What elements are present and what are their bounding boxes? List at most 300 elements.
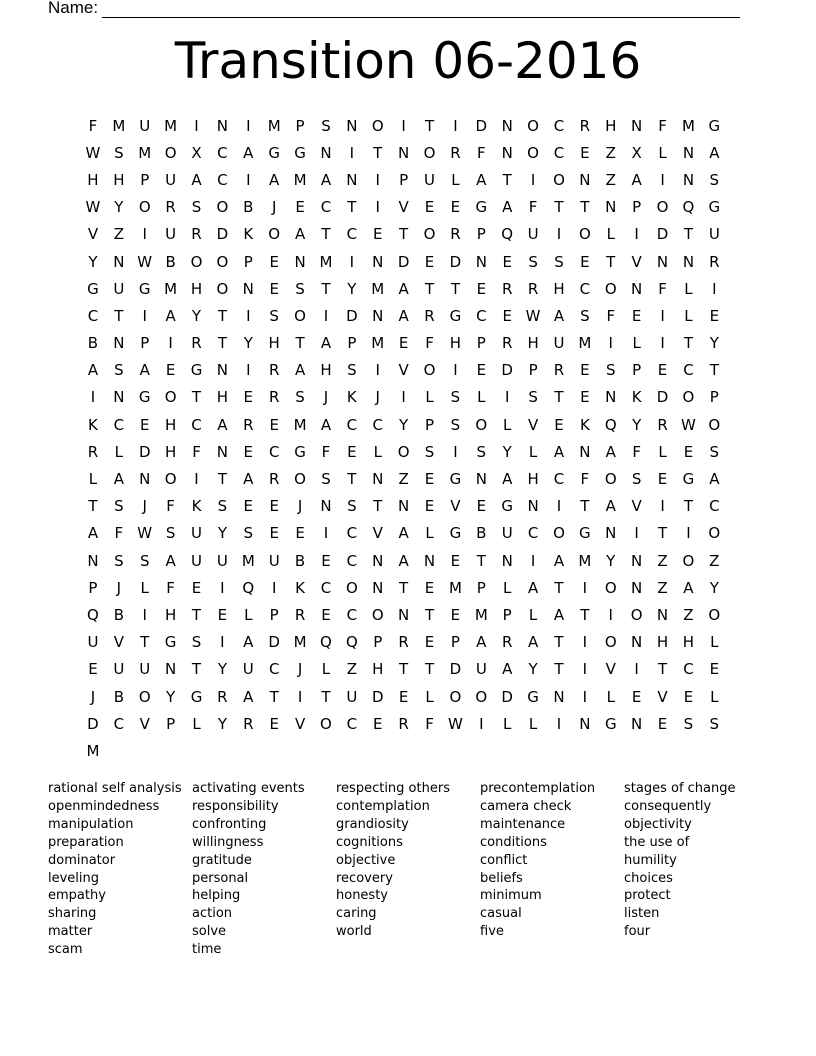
grid-letter: E [709,660,720,679]
grid-letter: I [194,470,199,489]
grid-letter: I [530,170,536,189]
grid-letter: N [346,170,358,189]
word-item: objective [336,852,396,868]
grid-letter: E [165,361,176,380]
grid-letter: O [708,415,721,434]
grid-letter: O [216,198,229,217]
grid-letter: I [375,361,380,380]
grid-letter: S [321,116,331,135]
grid-letter: C [346,524,358,543]
grid-letter: S [295,388,305,407]
grid-letter: I [634,225,639,244]
grid-letter: W [85,143,101,162]
grid-letter: M [86,741,100,760]
grid-letter: U [475,660,487,679]
grid-letter: P [632,361,642,380]
word-item: beliefs [480,870,523,886]
word-item: protect [624,888,671,904]
grid-letter: M [319,252,333,271]
grid-letter: D [656,388,669,407]
grid-letter: Y [217,660,227,679]
grid-letter: A [165,306,176,325]
grid-letter: O [190,252,203,271]
grid-letter: F [88,116,98,135]
grid-letter: O [423,361,436,380]
grid-letter: G [708,198,721,217]
grid-letter: T [217,470,227,489]
grid-letter: S [114,551,124,570]
name-field[interactable] [48,0,740,18]
grid-letter: N [320,143,332,162]
grid-letter: L [632,334,641,353]
grid-letter: Y [243,334,253,353]
grid-letter: L [373,442,382,461]
grid-letter: P [269,605,279,624]
grid-letter: L [451,170,460,189]
grid-letter: S [683,714,694,733]
grid-letter: F [166,578,175,597]
grid-letter: Q [87,605,99,624]
grid-letter: O [449,687,462,706]
grid-letter: C [476,306,487,325]
grid-letter: O [527,116,539,135]
grid-letter: R [450,143,461,162]
grid-letter: E [269,497,279,516]
grid-letter: T [450,279,460,298]
grid-letter: E [476,361,487,380]
grid-letter: C [346,714,358,733]
grid-letter: A [631,170,642,189]
grid-letter: Z [657,578,668,597]
grid-letter: E [709,306,720,325]
grid-letter: S [528,252,538,271]
grid-letter: S [347,497,357,516]
grid-letter: A [243,687,254,706]
word-item: recovery [336,870,393,886]
grid-letter: M [578,551,592,570]
grid-letter: E [476,497,487,516]
grid-letter: A [139,361,150,380]
grid-letter: R [709,252,720,271]
grid-letter: I [168,334,173,353]
grid-letter: N [527,497,539,516]
grid-letter: Y [502,442,512,461]
grid-letter: S [347,361,357,380]
grid-letter: N [87,551,99,570]
grid-letter: H [656,633,669,652]
word-item: consequently [624,798,712,814]
grid-letter: P [425,415,435,434]
grid-letter: M [578,334,592,353]
grid-letter: T [580,605,590,624]
grid-letter: G [190,687,203,706]
grid-letter: N [656,605,669,624]
grid-letter: U [346,687,358,706]
grid-letter: G [138,388,151,407]
grid-letter: N [631,116,643,135]
word-item: grandiosity [336,816,409,832]
grid-letter: N [216,116,229,135]
grid-letter: N [605,388,617,407]
grid-letter: T [321,687,331,706]
grid-letter: B [294,551,306,570]
grid-letter: E [398,334,409,353]
grid-letter: N [242,279,254,298]
grid-letter: W [447,714,463,733]
grid-letter: Z [605,170,616,189]
grid-letter: B [113,605,124,624]
grid-letter: E [88,660,98,679]
word-item: helping [192,888,241,904]
grid-letter: F [425,334,434,353]
grid-letter: D [138,442,151,461]
word-item: openmindedness [48,798,160,814]
grid-letter: I [323,524,329,543]
grid-letter: E [631,306,642,325]
grid-letter: V [605,660,616,679]
name-underline[interactable] [102,1,740,18]
word-item: honesty [336,888,388,904]
grid-letter: A [476,170,487,189]
grid-letter: O [320,714,332,733]
grid-letter: D [656,225,669,244]
word-item: listen [624,906,660,922]
grid-letter: A [398,524,409,543]
grid-letter: L [658,442,667,461]
grid-letter: O [294,470,306,489]
grid-letter: I [504,388,510,407]
grid-letter: N [553,687,565,706]
grid-letter: N [398,497,410,516]
grid-letter: E [450,551,461,570]
grid-letter: N [372,578,384,597]
grid-letter: P [450,633,460,652]
grid-letter: K [579,415,590,434]
grid-letter: U [191,551,202,570]
grid-letter: U [268,551,280,570]
grid-letter: A [553,605,565,624]
grid-letter: O [294,306,306,325]
grid-letter: L [503,714,512,733]
grid-letter: L [710,633,719,652]
grid-letter: A [502,198,513,217]
grid-letter: A [320,415,332,434]
grid-letter: D [268,633,280,652]
grid-letter: G [579,524,591,543]
grid-letter: S [554,252,564,271]
grid-letter: N [631,714,643,733]
word-item: willingness [192,834,264,850]
grid-letter: T [399,578,409,597]
grid-letter: E [657,470,668,489]
grid-letter: N [423,551,436,570]
grid-letter: Z [657,551,668,570]
grid-letter: A [398,279,409,298]
grid-letter: Y [191,306,202,325]
grid-letter: G [294,143,306,162]
grid-letter: N [372,252,384,271]
grid-letter: T [399,225,409,244]
grid-letter: E [269,279,279,298]
grid-letter: S [295,279,305,298]
grid-letter: R [268,361,280,380]
grid-letter: H [164,605,177,624]
grid-letter: C [217,143,228,162]
grid-letter: T [347,198,357,217]
grid-letter: R [268,470,280,489]
grid-letter: B [476,524,487,543]
grid-letter: U [708,225,720,244]
grid-letter: Y [347,279,357,298]
grid-letter: C [346,605,358,624]
grid-letter: I [556,714,562,733]
grid-letter: M [293,415,307,434]
grid-letter: M [267,116,281,135]
grid-letter: E [269,415,279,434]
grid-letter: M [138,143,152,162]
grid-letter: E [243,497,254,516]
grid-letter: Q [604,415,617,434]
word-item: the use of [624,834,690,850]
grid-letter: V [398,198,409,217]
grid-letter: L [658,143,667,162]
grid-letter: T [683,225,694,244]
grid-letter: G [294,442,306,461]
grid-letter: E [373,225,383,244]
grid-letter: J [271,198,277,217]
grid-letter: C [268,660,280,679]
grid-letter: L [606,225,615,244]
grid-letter: L [477,388,486,407]
grid-letter: I [220,633,225,652]
grid-letter: C [372,415,383,434]
grid-letter: U [165,170,177,189]
grid-letter: P [476,225,486,244]
grid-letter: F [192,442,201,461]
grid-letter: Z [113,225,124,244]
grid-letter: O [578,225,591,244]
grid-letter: U [242,660,254,679]
grid-letter: F [632,442,641,461]
grid-letter: G [87,279,99,298]
grid-letter: L [528,714,538,733]
grid-letter: E [554,415,564,434]
grid-letter: L [321,660,331,679]
grid-letter: H [113,170,125,189]
grid-letter: H [605,116,617,135]
grid-letter: A [113,470,124,489]
grid-letter: I [660,306,665,325]
grid-letter: R [268,388,280,407]
grid-letter: O [682,551,695,570]
grid-letter: U [165,225,177,244]
grid-letter: O [527,143,539,162]
grid-letter: N [398,143,410,162]
grid-letter: E [191,578,202,597]
grid-letter: G [682,470,695,489]
grid-letter: N [682,170,695,189]
grid-letter: A [502,660,513,679]
grid-letter: P [373,633,383,652]
grid-letter: F [606,306,616,325]
word-item: time [192,942,222,958]
grid-letter: I [349,252,355,271]
grid-letter: S [709,170,720,189]
word-item: casual [480,906,522,922]
grid-letter: N [113,252,125,271]
grid-letter: O [604,633,617,652]
grid-letter: M [164,279,178,298]
grid-letter: I [246,306,251,325]
grid-letter: E [476,279,487,298]
grid-letter: L [192,714,201,733]
grid-letter: N [605,524,617,543]
grid-letter: T [554,388,564,407]
grid-letter: G [708,116,721,135]
grid-letter: S [709,714,720,733]
grid-letter: N [216,361,229,380]
grid-letter: Y [709,334,719,353]
grid-letter: O [397,442,410,461]
grid-letter: V [631,497,642,516]
grid-letter: R [398,714,409,733]
grid-letter: S [424,442,435,461]
grid-letter: P [243,252,253,271]
grid-letter: F [528,198,538,217]
grid-letter: I [712,279,717,298]
grid-letter: F [166,497,175,516]
grid-letter: E [243,442,254,461]
grid-letter: I [634,524,639,543]
grid-letter: Y [217,524,227,543]
grid-letter: A [243,470,254,489]
grid-letter: R [450,225,461,244]
word-item: activating events [192,781,305,796]
grid-letter: G [190,361,203,380]
grid-letter: L [425,687,434,706]
grid-letter: O [656,198,669,217]
word-item: objectivity [624,816,692,832]
grid-letter: X [191,143,202,162]
grid-letter: A [398,306,409,325]
grid-letter: K [243,225,254,244]
grid-letter: I [297,687,303,706]
grid-letter: S [114,361,124,380]
grid-letter: H [268,334,280,353]
grid-letter: I [246,361,251,380]
grid-letter: N [579,170,591,189]
grid-letter: O [682,388,695,407]
page-title: Transition 06-2016 [174,32,642,90]
grid-letter: D [346,306,358,325]
grid-letter: O [164,143,177,162]
grid-letter: T [580,497,590,516]
grid-letter: G [268,143,280,162]
word-item: world [336,924,372,940]
grid-letter: C [346,551,358,570]
grid-letter: D [216,225,229,244]
word-item: empathy [48,888,106,904]
grid-letter: N [682,143,695,162]
grid-letter: J [297,497,303,516]
grid-letter: I [608,605,613,624]
grid-letter: H [372,660,384,679]
grid-letter: Y [166,687,176,706]
grid-letter: D [475,116,488,135]
grid-letter: S [243,524,254,543]
grid-letter: C [553,470,565,489]
grid-letter: L [684,279,693,298]
grid-letter: Y [709,578,719,597]
grid-letter: T [476,551,486,570]
grid-letter: E [580,388,590,407]
grid-letter: J [375,388,380,407]
word-item: confronting [192,816,267,832]
grid-letter: K [346,388,357,407]
grid-letter: T [657,524,668,543]
grid-letter: A [294,225,306,244]
grid-letter: T [580,198,590,217]
grid-letter: L [503,578,512,597]
grid-letter: R [398,633,409,652]
grid-letter: C [346,225,358,244]
grid-letter: T [269,687,279,706]
grid-letter: A [87,524,99,543]
grid-letter: T [373,497,383,516]
word-item: responsibility [192,798,279,814]
grid-letter: I [453,442,458,461]
grid-letter: D [87,714,99,733]
grid-letter: O [138,198,151,217]
grid-letter: K [295,578,305,597]
grid-letter: M [241,551,255,570]
grid-letter: M [112,116,126,135]
word-item: action [192,906,233,922]
grid-letter: R [217,687,228,706]
grid-letter: C [113,714,125,733]
grid-letter: V [657,687,668,706]
grid-letter: A [294,361,306,380]
grid-letter: Z [346,660,357,679]
word-item: stages of change [624,781,736,796]
grid-letter: A [553,442,565,461]
grid-letter: O [708,524,721,543]
grid-letter: H [164,415,177,434]
grid-letter: I [686,524,691,543]
grid-letter: U [113,660,125,679]
grid-letter: R [501,334,513,353]
grid-letter: T [606,252,616,271]
grid-letter: N [501,143,513,162]
grid-letter: U [139,116,151,135]
grid-letter: E [502,252,512,271]
grid-letter: C [320,578,332,597]
grid-letter: R [579,116,591,135]
grid-letter: S [139,551,150,570]
grid-letter: T [347,470,357,489]
grid-letter: L [606,687,615,706]
grid-letter: T [554,660,564,679]
grid-letter: C [683,660,694,679]
grid-letter: T [217,334,227,353]
grid-letter: G [527,687,539,706]
grid-letter: D [449,660,462,679]
grid-letter: J [297,660,303,679]
grid-letter: D [501,687,513,706]
grid-letter: H [449,334,462,353]
grid-letter: T [424,279,435,298]
grid-letter: T [424,660,435,679]
